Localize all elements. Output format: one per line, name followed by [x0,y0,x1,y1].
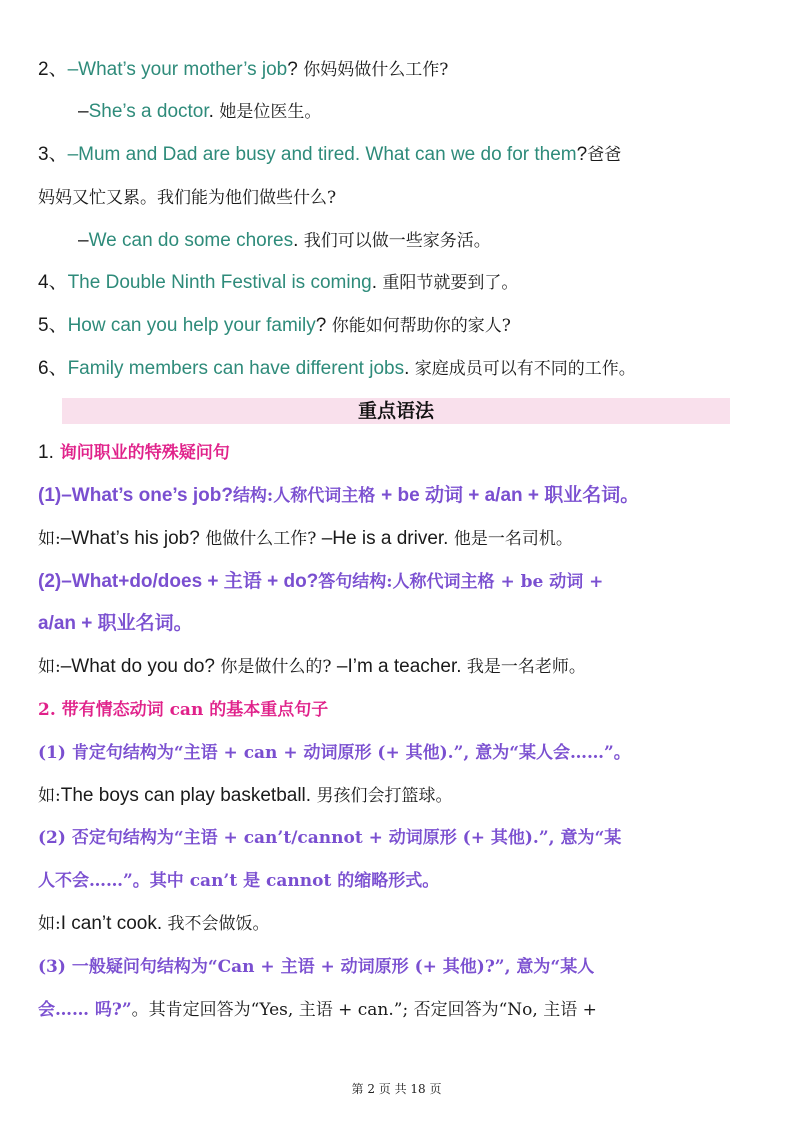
can-rule-question-cont [38,995,773,1025]
punctuation: . [404,358,410,379]
example-can-affirmative [38,781,773,811]
heading-text: 询问职业的特殊疑问句 [53,443,230,463]
item-number: 5、 [38,315,68,336]
example-1 [38,524,773,554]
can-rule-negative: (2) 否定句结构为“主语 + can’t/cannot + 动词原形 (+ 其他).”, 意为“某 [38,828,622,848]
item-number: 6、 [38,358,68,379]
example-chinese: 我不会做饭。 [162,914,270,934]
chinese-text: 爸爸 [587,145,622,165]
pattern-tail: + be 动词 + a/an + 职业名词。 [381,485,640,506]
pattern-chinese: 答句结构:人称代词主格 + be 动词 + [318,572,604,592]
page-footer: 第 2 页 共 18 页 [351,1082,442,1096]
grammar-point-2 [38,567,773,597]
chinese-text: 你能如何帮助你的家人? [326,316,511,336]
example-2 [38,652,773,682]
example-english: The boys can play basketball. [60,785,312,806]
english-text: Mum and Dad are busy and tired. What can we do for them [78,144,577,165]
example-label: 如: [38,657,61,677]
dash: – [78,101,89,122]
english-text: What’s your mother’s job [78,59,288,80]
sentence-5 [38,311,773,341]
grammar-point-2-cont: a/an + 职业名词。 [38,613,193,634]
sentence-6 [38,354,773,384]
dash: – [67,59,79,80]
sentence-2 [38,55,773,85]
pattern-chinese: 结构:人称代词主格 [232,486,382,506]
example-answer: –I’m a teacher. [336,656,462,677]
english-text: How can you help your family [67,315,316,336]
example-chinese: 男孩们会打篮球。 [311,786,453,806]
can-rule-affirmative: (1) 肯定句结构为“主语 + can + 动词原形 (+ 其他).”, 意为“某人会……”。 [38,743,631,763]
chinese-text: 你妈妈做什么工作? [297,60,449,80]
example-question-cn: 他做什么工作? [199,529,322,549]
grammar-point-1 [38,481,773,511]
example-label: 如: [38,529,61,549]
example-can-negative [38,909,773,939]
sentence-3 [38,140,773,170]
section-title-key-grammar: 重点语法 [62,398,730,424]
example-label: 如: [38,914,61,934]
pattern-english: (1)–What’s one’s job? [38,485,233,506]
item-number: 2、 [38,59,68,80]
english-text: She’s a doctor [88,101,209,122]
item-number: 3、 [38,144,68,165]
example-english: I can’t cook. [60,913,163,934]
pattern-english: (2)–What+do/does + 主语 + do? [38,571,319,592]
dash: – [67,144,79,165]
sentence-3-cont: 妈妈又忙又累。我们能为他们做些什么? [38,188,337,208]
heading-number: 1. [38,442,54,463]
answer-3 [78,226,773,256]
answer-2 [78,97,773,127]
chinese-text: 家庭成员可以有不同的工作。 [409,359,636,379]
example-question: –What do you do? [60,656,215,677]
punctuation: ? [576,144,588,165]
item-number: 4、 [38,272,68,293]
grammar-heading-1 [38,438,773,468]
grammar-heading-2: 2. 带有情态动词 can 的基本重点句子 [38,700,329,720]
punctuation: . [293,230,299,251]
punctuation: . [371,272,377,293]
english-text: The Double Ninth Festival is coming [67,272,372,293]
chinese-text: 重阳节就要到了。 [377,273,519,293]
punctuation: ? [287,59,298,80]
chinese-text: 她是位医生。 [213,102,322,122]
example-answer-cn: 他是一名司机。 [448,529,573,549]
can-rule-question: (3) 一般疑问句结构为“Can + 主语 + 动词原形 (+ 其他)?”, 意为“某人 [38,957,595,977]
punctuation: ? [315,315,327,336]
chinese-text: 我们可以做一些家务活。 [298,231,491,251]
answer-forms: 。其肯定回答为“Yes, 主语 + can.”; 否定回答为“No, 主语 + [131,1000,597,1020]
example-question: –What’s his job? [60,528,200,549]
sentence-4 [38,268,773,298]
dash: – [78,230,89,251]
pattern-tail: 会…… 吗?” [38,1000,132,1020]
punctuation: . [208,101,214,122]
example-answer-cn: 我是一名老师。 [461,657,586,677]
example-label: 如: [38,786,61,806]
english-text: Family members can have different jobs [67,358,405,379]
english-text: We can do some chores [88,230,294,251]
example-question-cn: 你是做什么的? [214,657,337,677]
example-answer: –He is a driver. [321,528,449,549]
can-rule-negative-cont: 人不会……”。其中 can’t 是 cannot 的缩略形式。 [38,871,440,891]
